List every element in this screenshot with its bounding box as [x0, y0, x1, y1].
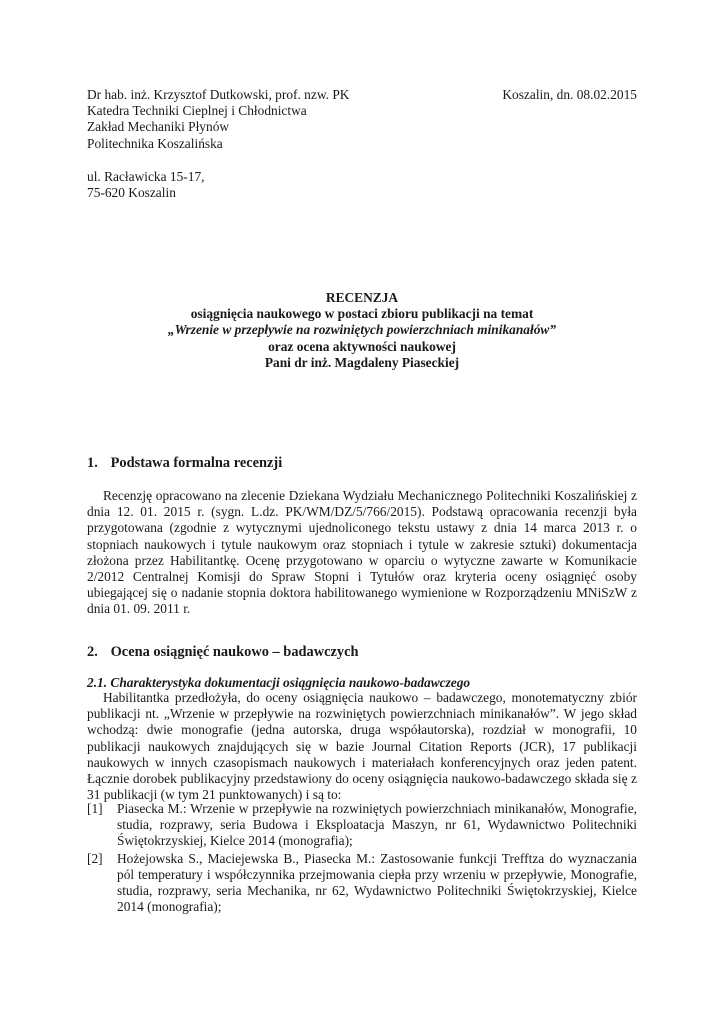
title-line-3: „Wrzenie w przepływie na rozwiniętych powierzchniach minikanałów” — [167, 322, 557, 338]
section-1-paragraph: Recenzję opracowano na zlecenie Dziekana Wydziału Mechanicznego Politechniki Koszalińskiej z dnia 12. 01. 2015 r. (sygn. L.dz. PK/WM/DZ/5/766/2015). Podstawą opracowania recenzji była przygotowana (zgodnie z wytycznymi ujednoliconego tekstu ustawy z dnia 14 marca 2013 r. o stopniach naukowych i tytule naukowym oraz stopniach i tytule w zakresie sztuki) dokumentacja złożona przez Habilitantkę. Ocenę przygotowano w oparciu o wytyczne zawarte w Komunikacie 2/2012 Centralnej Komisji do Spraw Stopni i Tytułów oraz kryteria oceny osiągnięć osoby ubiegającej się o nadanie stopnia doktora habilitowanego wymienione w Rozporządzeniu MNiSzW z dnia 01. 09. 2011 r. — [87, 488, 637, 617]
author-department: Katedra Techniki Cieplnej i Chłodnictwa — [87, 103, 307, 119]
address-city: 75-620 Koszalin — [87, 185, 176, 201]
address-block — [87, 169, 205, 201]
reference-number: [2] — [87, 850, 103, 866]
section-2-1-heading: 2.1. Charakterystyka dokumentacji osiągnięcia naukowo-badawczego — [87, 675, 471, 690]
title-line-2: osiągnięcia naukowego w postaci zbioru publikacji na temat — [190, 306, 534, 322]
section-2-paragraph: Habilitantka przedłożyła, do oceny osiągnięcia naukowo – badawczego, monotematyczny zbiór publikacji nt. „Wrzenie w przepływie na rozwiniętych powierzchniach minikanałów”. W jego skład wchodzą: dwie monografie (jedna autorska, druga współautorska), rozdział w monografii, 10 publikacji naukowych znajdujących się w bazie Journal Citation Reports (JCR), 17 publikacji naukowych w innych czasopismach naukowych i materiałach konferencyjnych oraz jeden patent. Łącznie dorobek publikacyjny przedstawiony do oceny osiągnięcia naukowo-badawczego składa się z 31 publikacji (w tym 21 punktowanych) i są to: — [87, 690, 637, 803]
section-2-title: Ocena osiągnięć naukowo – badawczych — [110, 644, 359, 660]
review-title — [87, 290, 637, 371]
document-date: Koszalin, dn. 08.02.2015 — [502, 87, 637, 102]
section-1-number: 1. — [87, 455, 98, 471]
address-street: ul. Racławicka 15-17, — [87, 169, 205, 184]
title-line-5: Pani dr inż. Magdaleny Piaseckiej — [264, 354, 460, 370]
author-name: Dr hab. inż. Krzysztof Dutkowski, prof. nzw. PK — [87, 87, 350, 102]
title-line-1: RECENZJA — [325, 290, 399, 305]
author-block — [87, 87, 487, 152]
reference-text: Hożejowska S., Maciejewska B., Piasecka M.: Zastosowanie funkcji Trefftza do wyznaczania pól temperatury i współczynnika przejmowania ciepła przy wrzeniu w przepływie, Monografie, studia, rozprawy, seria Mechanika, nr 62, Wydawnictwo Politechniki Świętokrzyskiej, Kielce 2014 (monografia); — [117, 850, 637, 915]
reference-number: [1] — [87, 801, 103, 816]
reference-item — [87, 801, 637, 850]
reference-list — [87, 801, 637, 916]
reference-item — [87, 851, 637, 916]
title-line-4: oraz ocena aktywności naukowej — [268, 338, 456, 354]
section-2-number: 2. — [87, 644, 98, 660]
section-2-heading — [87, 644, 358, 661]
author-unit: Zakład Mechaniki Płynów — [87, 119, 230, 135]
reference-text: Piasecka M.: Wrzenie w przepływie na rozwiniętych powierzchniach minikanałów, Monografie, studia, rozprawy, seria Budowa i Eksploatacja Maszyn, nr 61, Wydawnictwo Politechniki Świętokrzyskiej, Kielce 2014 (monografia); — [117, 801, 637, 849]
section-1-heading — [87, 455, 282, 472]
author-university: Politechnika Koszalińska — [87, 135, 223, 151]
section-1-title: Podstawa formalna recenzji — [110, 455, 283, 471]
